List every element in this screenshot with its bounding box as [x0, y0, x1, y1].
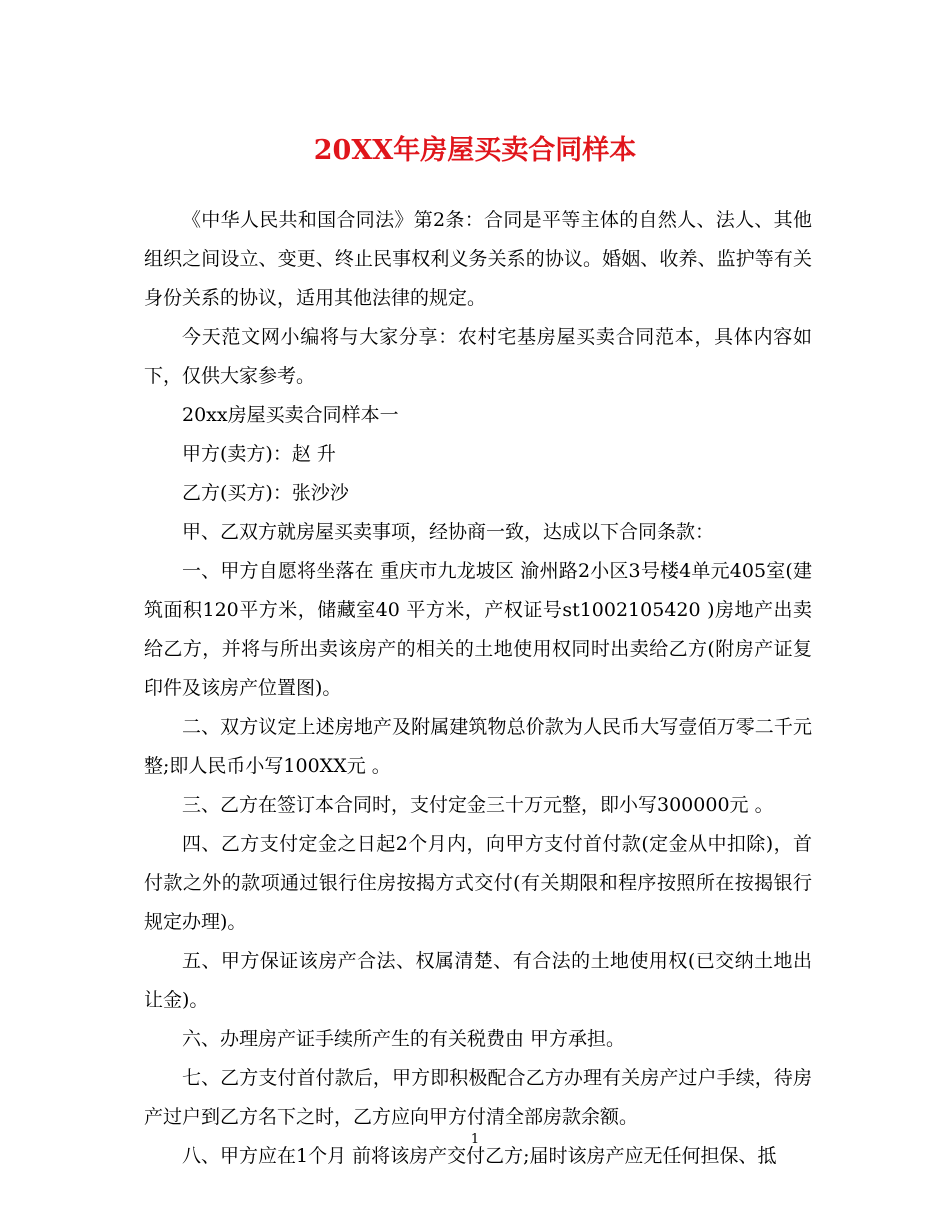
paragraph-party-b: 乙方(买方)：张沙沙: [182, 482, 349, 504]
clause-2: 二、双方议定上述房地产及附属建筑物总价款为人民币大写壹佰万零二千元整;即人民币小写100XX元 。: [144, 716, 812, 777]
paragraph-contract-law: 《中华人民共和国合同法》第2条：合同是平等主体的自然人、法人、其他组织之间设立、变更、终止民事权利义务关系的协议。婚姻、收养、监护等有关身份关系的协议，适用其他法律的规定。: [144, 209, 812, 309]
clause-4: 四、乙方支付定金之日起2个月内，向甲方支付首付款(定金从中扣除)，首付款之外的款项通过银行住房按揭方式交付(有关期限和程序按照所在按揭银行规定办理)。: [144, 833, 812, 933]
document-title: 20XX年房屋买卖合同样本: [313, 135, 637, 166]
paragraph-party-a: 甲方(卖方)：赵 升: [182, 443, 336, 465]
paragraph-sample-heading: 20xx房屋买卖合同样本一: [182, 404, 399, 426]
clause-1: 一、甲方自愿将坐落在 重庆市九龙坡区 渝州路2小区3号楼4单元405室(建筑面积120平方米，储藏室40 平方米，产权证号st1002105420 )房地产出卖给乙方，并将与所出卖该房产的相关的土地使用权同时出卖给乙方(附房产证复印件及该房产位置图)。: [144, 560, 812, 699]
clause-7: 七、乙方支付首付款后，甲方即积极配合乙方办理有关房产过户手续，待房产过户到乙方名下之时，乙方应向甲方付清全部房款余额。: [144, 1067, 812, 1128]
document-body: [144, 201, 812, 1176]
page-number: 1: [470, 1132, 480, 1147]
clause-6: 六、办理房产证手续所产生的有关税费由 甲方承担。: [182, 1028, 626, 1050]
paragraph-intro: 今天范文网小编将与大家分享：农村宅基房屋买卖合同范本，具体内容如下，仅供大家参考。: [144, 326, 812, 387]
clause-5: 五、甲方保证该房产合法、权属清楚、有合法的土地使用权(已交纳土地出让金)。: [144, 950, 812, 1011]
clause-8: 八、甲方应在1个月 前将该房产交付乙方;届时该房产应无任何担保、抵: [182, 1145, 777, 1167]
clause-3: 三、乙方在签订本合同时，支付定金三十万元整，即小写300000元 。: [182, 794, 774, 816]
paragraph-agreement: 甲、乙双方就房屋买卖事项，经协商一致，达成以下合同条款：: [182, 521, 715, 543]
